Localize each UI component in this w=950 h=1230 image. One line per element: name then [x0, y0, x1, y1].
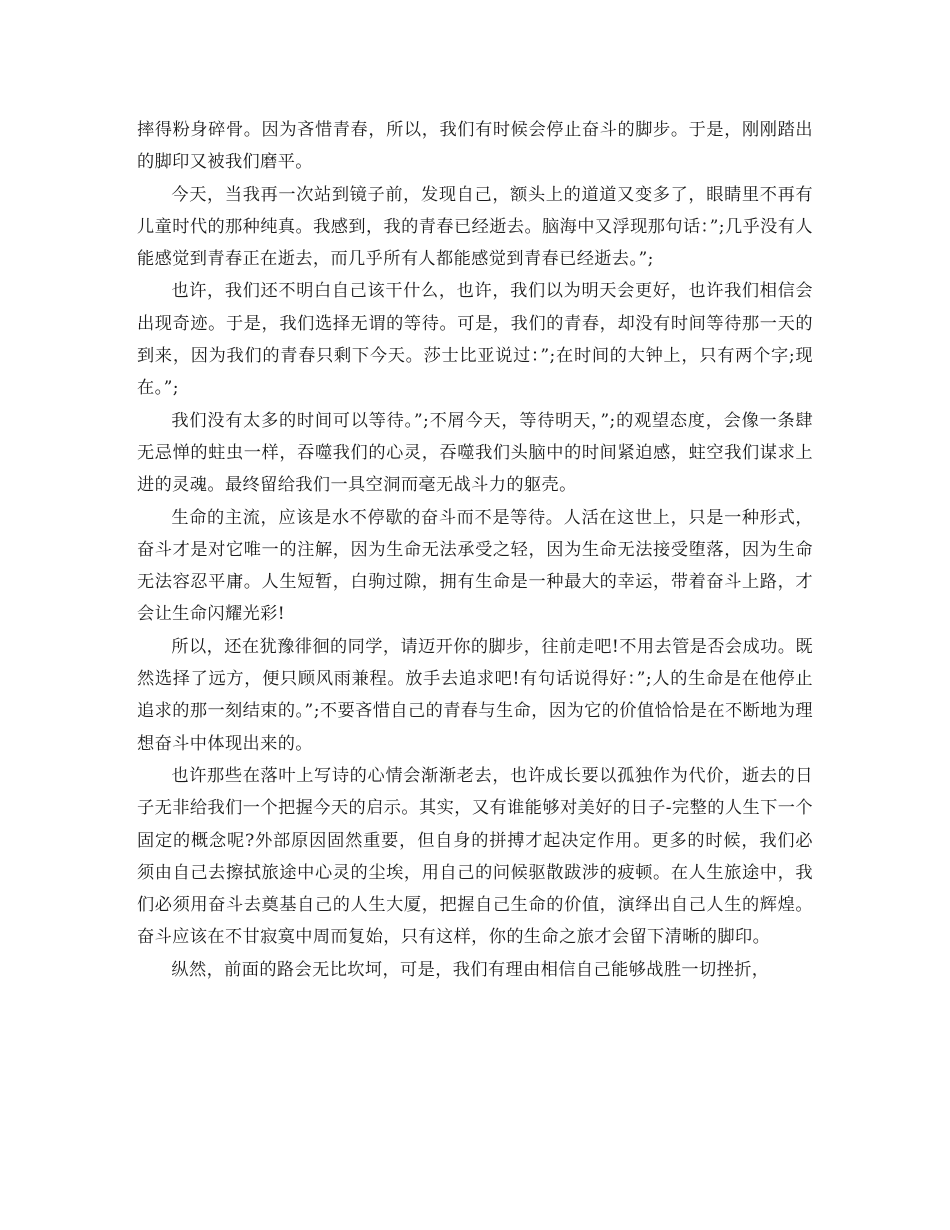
paragraph: 也许那些在落叶上写诗的心情会渐渐老去，也许成长要以孤独作为代价，逝去的日子无非给我们一个把握今天的启示。其实，又有谁能够对美好的日子-完整的人生下一个固定的概念呢?外部原因固然重要，但自身的拼搏才起决定作用。更多的时候，我们必须由自己去擦拭旅途中心灵的尘埃，用自己的问候驱散跋涉的疲顿。在人生旅途中，我们必须用奋斗去奠基自己的人生大厦，把握自己生命的价值，演绎出自己人生的辉煌。奋斗应该在不甘寂寞中周而复始，只有这样，你的生命之旅才会留下清晰的脚印。: [137, 765, 813, 948]
paragraph: 生命的主流，应该是水不停歇的奋斗而不是等待。人活在这世上，只是一种形式，奋斗才是对它唯一的注解，因为生命无法承受之轻，因为生命无法接受堕落，因为生命无法容忍平庸。人生短暂，白驹过隙，拥有生命是一种最大的幸运，带着奋斗上路，才会让生命闪耀光彩!: [137, 507, 813, 625]
paragraph: 所以，还在犹豫徘徊的同学，请迈开你的脚步，往前走吧!不用去管是否会成功。既然选择了远方，便只顾风雨兼程。放手去追求吧!有句话说得好：”;人的生命是在他停止追求的那一刻结束的。”;不要吝惜自己的青春与生命，因为它的价值恰恰是在不断地为理想奋斗中体现出来的。: [137, 636, 813, 754]
paragraph: 摔得粉身碎骨。因为吝惜青春，所以，我们有时候会停止奋斗的脚步。于是，刚刚踏出的脚印又被我们磨平。: [137, 120, 813, 173]
document-body: [137, 114, 813, 986]
paragraph: 我们没有太多的时间可以等待。”;不屑今天，等待明天，”;的观望态度，会像一条肆无忌惮的蛀虫一样，吞噬我们的心灵，吞噬我们头脑中的时间紧迫感，蛀空我们谋求上进的灵魂。最终留给我们一具空洞而毫无战斗力的躯壳。: [137, 410, 813, 496]
paragraph: 也许，我们还不明白自己该干什么，也许，我们以为明天会更好，也许我们相信会出现奇迹。于是，我们选择无谓的等待。可是，我们的青春，却没有时间等待那一天的到来，因为我们的青春只剩下今天。莎士比亚说过：”;在时间的大钟上，只有两个字;现在。”;: [137, 281, 813, 399]
paragraph: 今天，当我再一次站到镜子前，发现自己，额头上的道道又变多了，眼睛里不再有儿童时代的那种纯真。我感到，我的青春已经逝去。脑海中又浮现那句话：”;几乎没有人能感觉到青春正在逝去，而几乎所有人都能感觉到青春已经逝去。”;: [137, 184, 813, 270]
paragraph: 纵然，前面的路会无比坎坷，可是，我们有理由相信自己能够战胜一切挫折，: [171, 959, 770, 980]
